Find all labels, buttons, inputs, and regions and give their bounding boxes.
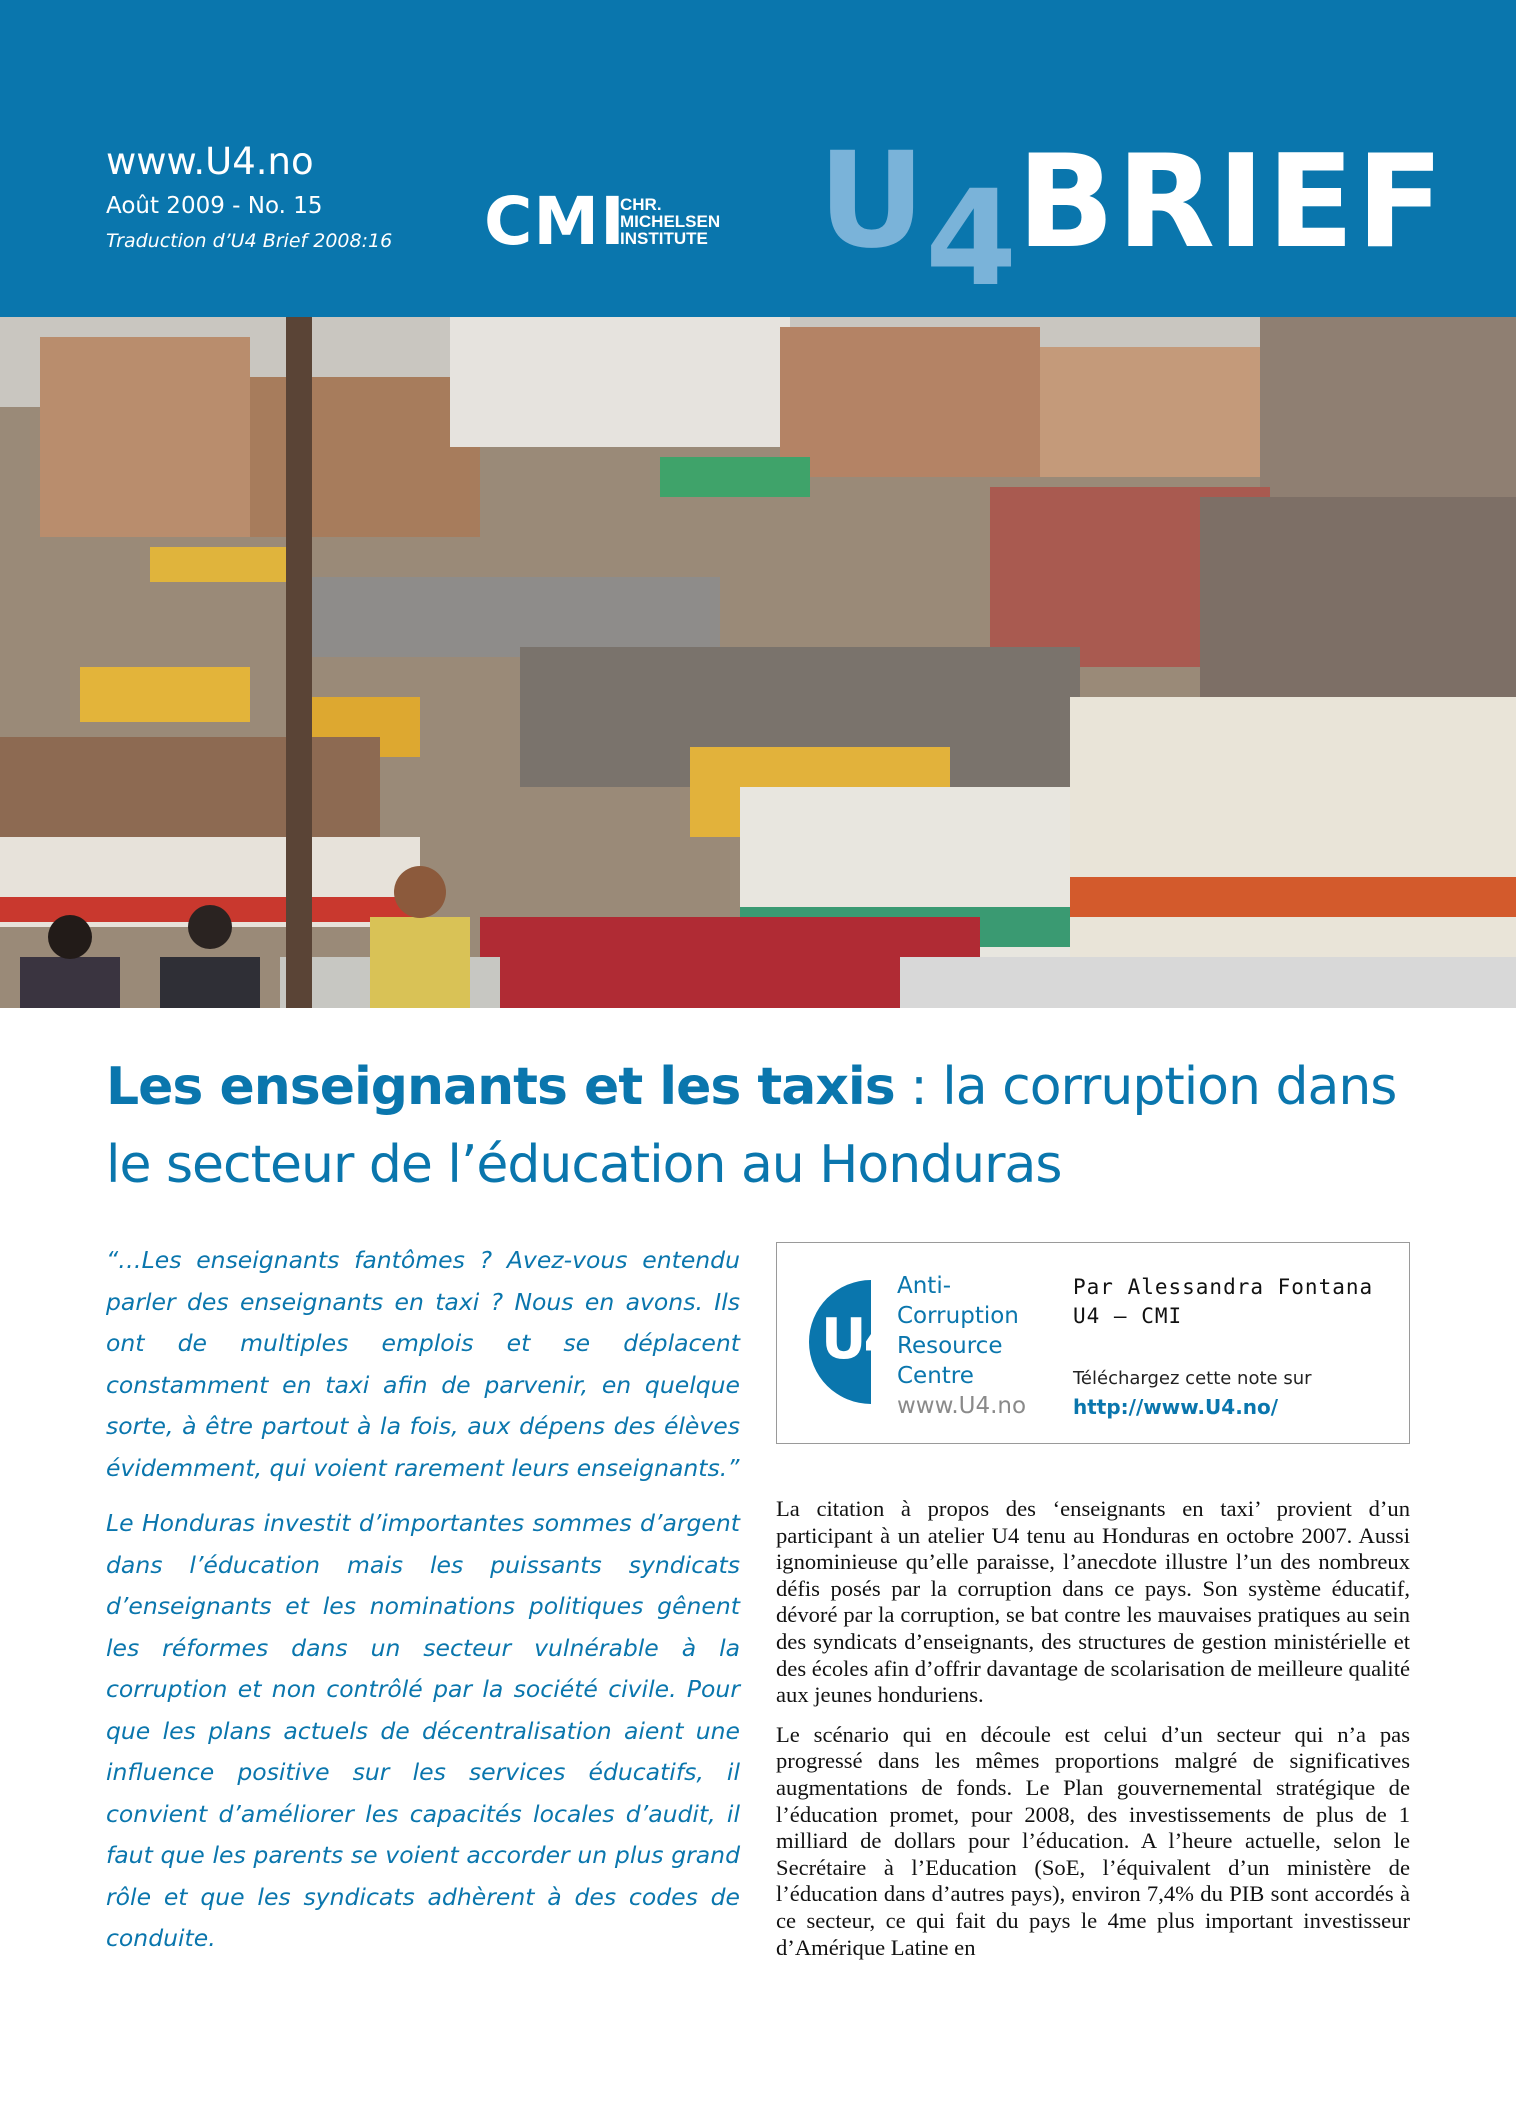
issue-date: Août 2009 - No. 15 [106,193,323,219]
org-web: www.U4.no [897,1393,1027,1419]
title-bold-part: Les enseignants et les taxis [106,1057,895,1117]
brand-brief: BRIEF [1017,128,1446,277]
translation-note: Traduction d’U4 Brief 2008:16 [106,230,393,252]
author-name: Par Alessandra Fontana [1073,1275,1374,1299]
author-affiliation: U4 – CMI [1073,1304,1183,1328]
download-label: Téléchargez cette note sur [1073,1368,1312,1389]
article-title [106,1048,1446,1204]
cmi-institute-name [620,196,720,247]
article-body [776,1496,1410,1974]
lead-quote: “…Les enseignants fantômes ? Avez-vous entendu parler des enseignants en taxi ? Nous en avons. Ils ont de multiples emplois et se déplacent constamment en taxi afin de parvenir, en quelque sorte, à être partout à la fois, aux dépens des élèves évidemment, qui voient rarement leurs enseignants.” [106,1246,740,1482]
photo-credit: Photo par MacallenBrothers, flickr.com [70,1007,88,1307]
header-band [0,0,1516,317]
organisation-name [897,1271,1026,1421]
org-line: Resource [897,1333,1003,1359]
author-credit [1073,1273,1373,1331]
body-paragraph: Le scénario qui en découle est celui d’un secteur qui n’a pas progressé dans les mêmes proportions malgré de significatives augmentations de fonds. Le Plan gouvernemental stratégique de l’éducation promet, pour 2008, des investissements de plus de 1 milliard de dollars pour l’éducation. A l’heure actuelle, selon le Secrétaire à l’Education (SoE, l’équivalent d’un ministère de l’éducation dans d’autres pays), environ 7,4% du PIB sont accordés à ce secteur, ce qui fait du pays le 4me plus important investisseur d’Amérique Latine en [776,1721,1410,1960]
u4-brief-logo [818,124,1446,316]
cmi-name-line: MICHELSEN [620,212,721,231]
site-url: www.U4.no [106,140,314,183]
org-line: Anti- [897,1273,952,1299]
body-paragraph: La citation à propos des ‘enseignants en taxi’ provient d’un participant à un atelier U4 tenu au Honduras en octobre 2007. Aussi ignominieuse qu’elle paraisse, l’anecdote illustre l’un des nombreux défis posés par la corruption dans ce pays. Son système éducatif, dévoré par la corruption, se bat contre les mauvaises pratiques au sein des syndicats d’enseignants, des structures de gestion ministérielle et des écoles afin d’offrir davantage de scolarisation de meilleure qualité aux jeunes honduriens. [776,1496,1410,1708]
brand-u: U [818,124,926,278]
title-rest: : la corruption dans le secteur de l’éducation au Honduras [106,1057,1397,1195]
lead-paragraph: Le Honduras investit d’importantes sommes d’argent dans l’éducation mais les puissants syndicats d’enseignants et les nominations politiques gênent les réformes dans un secteur vulnérable à la corruption et non contrôlé par la société civile. Pour que les plans actuels de décentralisation aient une influence positive sur les services éducatifs, il convient d’améliorer les capacités locales d’audit, il faut que les parents se voient accorder un plus grand rôle et que les syndicats adhèrent à des codes de conduite. [106,1509,740,1952]
org-line: Corruption [897,1303,1019,1329]
download-link[interactable]: http://www.U4.no/ [1073,1395,1279,1419]
cmi-name-line: CHR. [620,195,662,214]
cmi-logo: CMI [484,183,626,260]
u4-logo-text: U4 [821,1307,900,1372]
lead-summary [106,1240,740,1974]
author-box [776,1242,1410,1444]
brand-4: 4 [925,162,1018,316]
org-line: Centre [897,1363,974,1389]
street-scene-illustration [0,317,1516,1008]
cmi-name-line: INSTITUTE [620,229,708,248]
